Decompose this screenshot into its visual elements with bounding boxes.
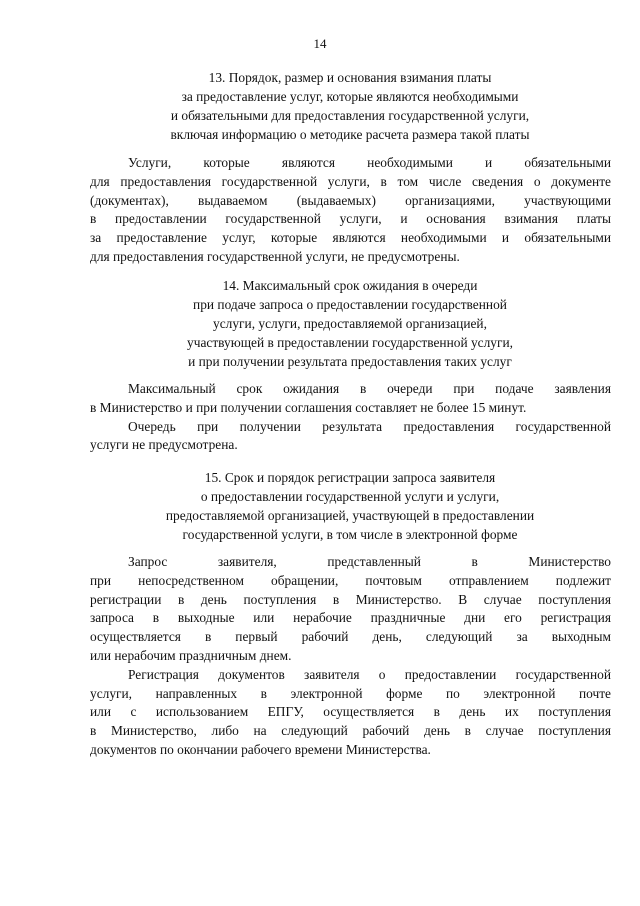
section-13-heading (90, 68, 610, 144)
heading-line: услуги, услуги, предоставляемой организацией, (213, 316, 487, 331)
heading-line: государственной услуги, в том числе в электронной форме (182, 527, 518, 542)
text-line: в Министерство и при получении соглашения составляет не более 15 минут. (90, 399, 527, 415)
text-line: для предоставления государственной услуги, в том числе сведения о документе (90, 173, 611, 189)
heading-line: предоставляемой организацией, участвующей в предоставлении (165, 508, 535, 523)
section-13-paragraph (90, 154, 611, 267)
text-line: документов по окончании рабочего времени Министерства. (90, 741, 431, 757)
text-line: регистрации в день поступления в Министерство. В случае поступления (90, 591, 611, 607)
text-line: или нерабочим праздничным днем. (90, 647, 292, 663)
text-line: Максимальный срок ожидания в очереди при подаче заявления (128, 381, 611, 396)
heading-line: включая информацию о методике расчета размера такой платы (170, 127, 530, 142)
text-line: для предоставления государственной услуги, не предусмотрены. (90, 248, 460, 264)
text-line: Регистрация документов заявителя о предоставлении государственной (128, 666, 611, 682)
heading-line: 14. Максимальный срок ожидания в очереди (222, 278, 478, 293)
text-line: (документах), выдаваемом (выдаваемых) организациями, участвующими (90, 192, 611, 208)
text-line: Очередь при получении результата предоставления государственной (128, 418, 611, 434)
text-line: или с использованием ЕПГУ, осуществляется в день их поступления (90, 704, 611, 720)
heading-line: о предоставлении государственной услуги и услуги, (200, 489, 500, 504)
section-14-paragraph-1 (90, 380, 611, 418)
text-line: за предоставление услуг, которые являются необходимыми и обязательными (90, 230, 611, 246)
heading-line: участвующей в предоставлении государственной услуги, (187, 335, 513, 350)
heading-line: при подаче запроса о предоставлении государственной (193, 297, 507, 312)
text-line: осуществляется в первый рабочий день, следующий за выходным (90, 629, 611, 645)
heading-line: и при получении результата предоставления таких услуг (188, 354, 512, 369)
text-line: услуги не предусмотрена. (90, 437, 238, 453)
text-line: Запрос заявителя, представленный в Министерство (128, 554, 611, 569)
text-line: в Министерство, либо на следующий рабочий день в случае поступления (90, 723, 611, 739)
section-14-heading (90, 276, 610, 371)
section-15-paragraph-2 (90, 666, 611, 760)
heading-line: 15. Срок и порядок регистрации запроса заявителя (204, 470, 496, 485)
heading-line: 13. Порядок, размер и основания взимания платы (208, 70, 492, 85)
text-line: в предоставлении государственной услуги, и основания взимания платы (90, 211, 611, 227)
text-line: запроса в выходные или нерабочие праздничные дни его регистрация (90, 610, 611, 626)
section-14-paragraph-2 (90, 418, 611, 456)
text-line: услуги, направленных в электронной форме по электронной почте (90, 685, 611, 701)
text-line: при непосредственном обращении, почтовым отправлением подлежит (90, 572, 611, 588)
section-15-heading (90, 468, 610, 544)
heading-line: и обязательными для предоставления государственной услуги, (170, 108, 530, 123)
text-line: Услуги, которые являются необходимыми и обязательными (128, 155, 611, 170)
page-number: 14 (313, 36, 327, 51)
heading-line: за предоставление услуг, которые являются необходимыми (181, 89, 519, 104)
section-15-paragraph-1 (90, 553, 611, 666)
